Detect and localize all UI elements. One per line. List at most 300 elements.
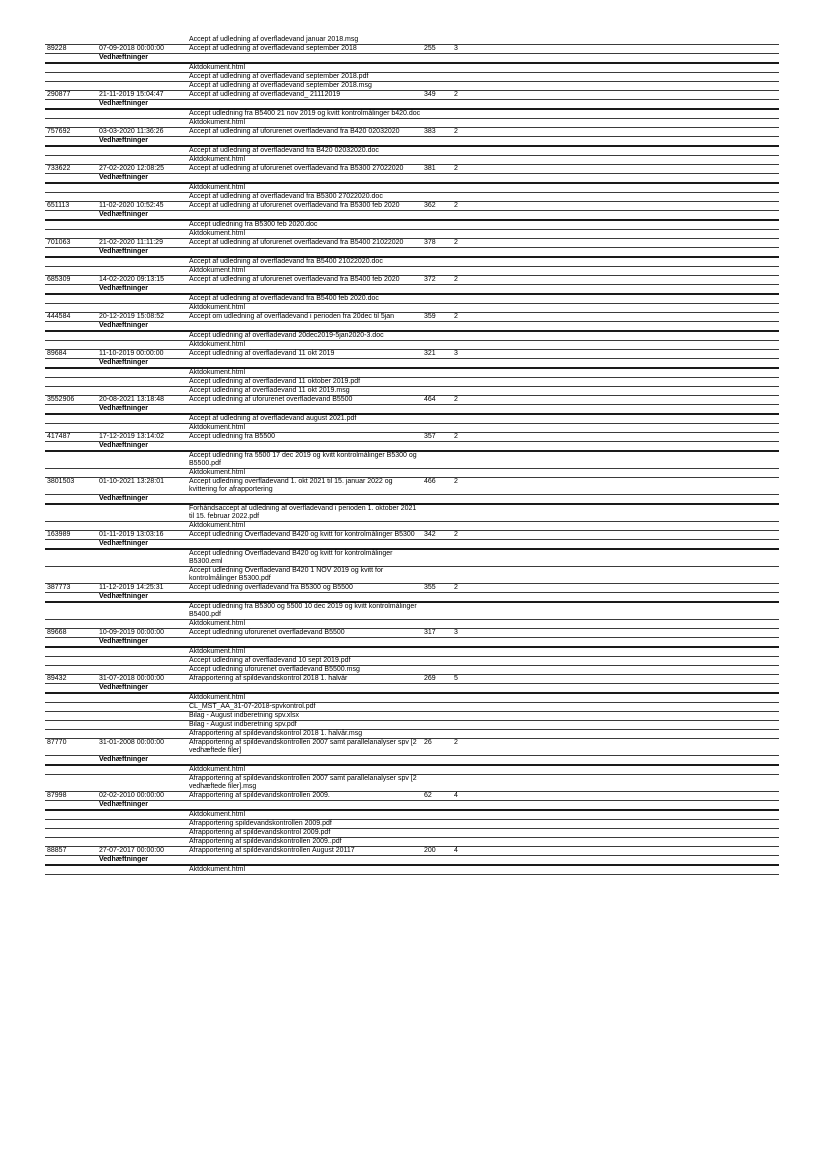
record-number: 255 [424, 45, 436, 52]
attachment-filename: Aktdokument.html [189, 522, 246, 529]
record-attachment-count: 2 [454, 202, 458, 209]
empty-cell [45, 285, 97, 293]
record-row [45, 629, 779, 638]
record-attachment-count: 4 [454, 847, 458, 854]
attachments-header-row [45, 756, 779, 766]
attachment-row [45, 36, 779, 45]
attachment-filename: Aktdokument.html [189, 469, 246, 476]
record-row [45, 739, 779, 756]
record-number: 355 [424, 584, 436, 591]
empty-cell [45, 322, 97, 330]
attachments-label: Vedhæftninger [99, 801, 149, 808]
attachments-header-row [45, 137, 779, 147]
record-row [45, 45, 779, 54]
attachment-filename: Afrapportering spildevandskontrollen 2009.pdf [189, 820, 332, 827]
empty-cell [97, 36, 187, 44]
record-id: 89228 [47, 45, 67, 52]
record-attachment-count: 2 [454, 128, 458, 135]
attachment-filename: Accept af udledning af overfladevand fra B5400 21022020.doc [189, 258, 383, 265]
empty-cell [97, 369, 187, 377]
attachment-filename: Aktdokument.html [189, 341, 246, 348]
empty-cell [97, 341, 187, 349]
record-title: Accept af udledning af overfladevand_ 21112019 [189, 91, 341, 98]
empty-cell [97, 258, 187, 266]
record-id: 87998 [47, 792, 67, 799]
record-number: 466 [424, 478, 436, 485]
empty-cell [45, 603, 97, 619]
empty-cell [45, 119, 97, 127]
record-id: 163989 [47, 531, 71, 538]
record-title: Accept af udledning af uforurenet overfladevand fra B5400 feb 2020 [189, 276, 400, 283]
attachment-row [45, 829, 779, 838]
attachment-row [45, 156, 779, 165]
attachments-label: Vedhæftninger [99, 442, 149, 449]
record-id: 89684 [47, 350, 67, 357]
record-number: 378 [424, 239, 436, 246]
attachment-filename: Afrapportering af spildevandskontrol 2009.pdf [189, 829, 331, 836]
empty-cell [45, 469, 97, 477]
attachment-filename: Aktdokument.html [189, 267, 246, 274]
record-row [45, 675, 779, 684]
attachments-header-row [45, 801, 779, 811]
attachments-label: Vedhæftninger [99, 495, 149, 502]
record-title: Accept udledning uforurenet overfladevand B5500 [189, 629, 345, 636]
empty-cell [45, 495, 97, 503]
record-row [45, 165, 779, 174]
record-number: 317 [424, 629, 436, 636]
empty-cell [97, 156, 187, 164]
empty-cell [45, 593, 97, 601]
attachment-row [45, 332, 779, 341]
record-row [45, 313, 779, 322]
record-title: Afrapportering af spildevandskontrollen August 20117 [189, 847, 355, 854]
empty-cell [97, 838, 187, 846]
attachment-row [45, 603, 779, 620]
record-date: 17-12-2019 13:14:02 [99, 433, 164, 440]
record-title: Accept om udledning af overfladevand i perioden fra 20dec til 5jan [189, 313, 395, 320]
empty-cell [45, 775, 97, 791]
attachment-row [45, 703, 779, 712]
empty-cell [45, 505, 97, 521]
empty-cell [97, 378, 187, 386]
empty-cell [97, 603, 187, 619]
attachment-filename: Aktdokument.html [189, 184, 246, 191]
empty-cell [45, 405, 97, 413]
attachments-header-row [45, 100, 779, 110]
attachment-row [45, 184, 779, 193]
record-attachment-count: 2 [454, 276, 458, 283]
record-id: 89668 [47, 629, 67, 636]
attachments-label: Vedhæftninger [99, 359, 149, 366]
record-attachment-count: 3 [454, 350, 458, 357]
attachment-filename: Aktdokument.html [189, 648, 246, 655]
empty-cell [45, 703, 97, 711]
record-title: Accept udledning af uforurenet overfladevand B5500 [189, 396, 353, 403]
attachments-header-row [45, 856, 779, 866]
attachments-label: Vedhæftninger [99, 137, 149, 144]
record-date: 27-07-2017 00:00:00 [99, 847, 164, 854]
attachment-filename: Accept udledning af overfladevand 10 sept 2019.pdf [189, 657, 351, 664]
attachment-filename: Aktdokument.html [189, 866, 246, 873]
empty-cell [97, 703, 187, 711]
attachment-row [45, 110, 779, 119]
attachment-row [45, 295, 779, 304]
empty-cell [45, 801, 97, 809]
empty-cell [97, 829, 187, 837]
empty-cell [97, 110, 187, 118]
record-number: 200 [424, 847, 436, 854]
record-date: 02-02-2010 00:00:00 [99, 792, 164, 799]
attachment-row [45, 712, 779, 721]
record-id: 757692 [47, 128, 71, 135]
empty-cell [97, 424, 187, 432]
record-date: 31-01-2008 00:00:00 [99, 739, 164, 746]
empty-cell [97, 230, 187, 238]
empty-cell [97, 184, 187, 192]
empty-cell [45, 378, 97, 386]
attachment-filename: Afrapportering af spildevandskontrollen 2009..pdf [189, 838, 342, 845]
empty-cell [97, 694, 187, 702]
empty-cell [45, 638, 97, 646]
attachments-header-row [45, 442, 779, 452]
record-id: 651113 [47, 202, 70, 209]
record-title: Accept af udledning af overfladevand september 2018 [189, 45, 357, 52]
empty-cell [45, 522, 97, 530]
record-date: 21-11-2019 15:04:47 [99, 91, 164, 98]
attachment-row [45, 721, 779, 730]
attachments-label: Vedhæftninger [99, 540, 149, 547]
attachment-row [45, 73, 779, 82]
empty-cell [45, 684, 97, 692]
empty-cell [45, 369, 97, 377]
attachments-label: Vedhæftninger [99, 856, 149, 863]
record-id: 387773 [47, 584, 71, 591]
empty-cell [45, 248, 97, 256]
empty-cell [97, 721, 187, 729]
attachments-header-row [45, 322, 779, 332]
attachments-label: Vedhæftninger [99, 248, 149, 255]
attachment-filename: CL_MST_AA_31-07-2018-spvkontrol.pdf [189, 703, 316, 710]
attachment-row [45, 378, 779, 387]
attachment-filename: Afrapportering af spildevandskontrollen 2007 samt parallelanalyser spv [2 vedhæftede filer].msg [189, 775, 417, 790]
empty-cell [45, 415, 97, 423]
empty-cell [45, 54, 97, 62]
empty-cell [45, 648, 97, 656]
attachment-row [45, 648, 779, 657]
record-title: Accept udledning overfladevand 1. okt 2021 til 15. januar 2022 og kvittering for afrapportering [189, 478, 393, 493]
record-attachment-count: 2 [454, 313, 458, 320]
record-title: Accept af udledning af uforurenet overfladevand fra B420 02032020 [189, 128, 400, 135]
attachment-filename: Accept udledning fra 5500 17 dec 2019 og kvitt kontrolmålinger B5300 og B5500.pdf [189, 452, 417, 467]
attachment-filename: Accept udledning uforurenet overfladevand B5500.msg [189, 666, 360, 673]
attachment-filename: Accept udledning af overfladevand 20dec2019-5jan2020-3.doc [189, 332, 384, 339]
record-number: 383 [424, 128, 436, 135]
attachment-filename: Accept af udledning af overfladevand august 2021.pdf [189, 415, 357, 422]
record-date: 01-10-2021 13:28:01 [99, 478, 164, 485]
document-table [45, 36, 779, 875]
record-date: 20-12-2019 15:08:52 [99, 313, 164, 320]
record-date: 07-09-2018 00:00:00 [99, 45, 164, 52]
empty-cell [45, 36, 97, 44]
attachment-filename: Aktdokument.html [189, 620, 246, 627]
attachment-row [45, 811, 779, 820]
empty-cell [97, 550, 187, 566]
empty-cell [45, 866, 97, 874]
empty-cell [97, 522, 187, 530]
record-attachment-count: 4 [454, 792, 458, 799]
record-date: 20-08-2021 13:18:48 [99, 396, 164, 403]
empty-cell [45, 295, 97, 303]
record-number: 269 [424, 675, 436, 682]
record-id: 88857 [47, 847, 67, 854]
attachments-header-row [45, 638, 779, 648]
attachments-label: Vedhæftninger [99, 211, 149, 218]
empty-cell [45, 442, 97, 450]
empty-cell [45, 147, 97, 155]
record-date: 11-10-2019 00:00:00 [99, 350, 164, 357]
empty-cell [97, 304, 187, 312]
empty-cell [97, 620, 187, 628]
record-date: 10-09-2019 00:00:00 [99, 629, 164, 636]
empty-cell [45, 694, 97, 702]
record-date: 01-11-2019 13:03:16 [99, 531, 164, 538]
empty-cell [45, 137, 97, 145]
empty-cell [45, 82, 97, 90]
record-row [45, 792, 779, 801]
attachment-row [45, 424, 779, 433]
attachment-filename: Accept af udledning af overfladevand fra B5300 27022020.doc [189, 193, 383, 200]
empty-cell [97, 193, 187, 201]
attachment-filename: Aktdokument.html [189, 64, 246, 71]
empty-cell [45, 657, 97, 665]
empty-cell [45, 666, 97, 674]
empty-cell [97, 657, 187, 665]
empty-cell [45, 341, 97, 349]
attachment-row [45, 666, 779, 675]
record-attachment-count: 2 [454, 91, 458, 98]
empty-cell [45, 221, 97, 229]
attachment-row [45, 820, 779, 829]
attachment-filename: Aktdokument.html [189, 119, 246, 126]
attachment-filename: Accept udledning Overfladevand B420 og kvitt for kontrolmålinger B5300.eml [189, 550, 393, 565]
empty-cell [97, 811, 187, 819]
empty-cell [45, 730, 97, 738]
record-date: 14-02-2020 09:13:15 [99, 276, 164, 283]
empty-cell [45, 184, 97, 192]
empty-cell [45, 756, 97, 764]
attachment-filename: Aktdokument.html [189, 230, 246, 237]
record-attachment-count: 3 [454, 45, 458, 52]
empty-cell [97, 415, 187, 423]
attachment-row [45, 505, 779, 522]
record-title: Accept af udledning af uforurenet overfladevand fra B5300 27022020 [189, 165, 404, 172]
empty-cell [97, 267, 187, 275]
attachment-filename: Bilag - August indberetning spv.pdf [189, 721, 297, 728]
record-title: Accept udledning Overfladevand B420 og kvitt for kontrolmålinger B5300 [189, 531, 415, 538]
attachment-row [45, 657, 779, 666]
attachment-row [45, 766, 779, 775]
record-number: 464 [424, 396, 436, 403]
record-date: 11-02-2020 10:52:45 [99, 202, 164, 209]
attachments-label: Vedhæftninger [99, 684, 149, 691]
record-date: 31-07-2018 00:00:00 [99, 675, 164, 682]
empty-cell [97, 452, 187, 468]
empty-cell [45, 359, 97, 367]
record-id: 290877 [47, 91, 71, 98]
record-row [45, 433, 779, 442]
empty-cell [45, 304, 97, 312]
attachment-row [45, 258, 779, 267]
attachment-filename: Accept af udledning af overfladevand september 2018.msg [189, 82, 372, 89]
attachments-label: Vedhæftninger [99, 638, 149, 645]
attachment-filename: Accept udledning fra B5400 21 nov 2019 og kvitt kontrolmålinger b420.doc [189, 110, 421, 117]
record-row [45, 128, 779, 137]
attachment-row [45, 82, 779, 91]
empty-cell [45, 230, 97, 238]
attachment-filename: Aktdokument.html [189, 369, 246, 376]
attachment-row [45, 119, 779, 128]
empty-cell [97, 332, 187, 340]
empty-cell [45, 174, 97, 182]
empty-cell [45, 258, 97, 266]
attachments-header-row [45, 540, 779, 550]
empty-cell [45, 811, 97, 819]
record-row [45, 478, 779, 495]
record-title: Accept af udledning af uforurenet overfladevand fra B5300 feb 2020 [189, 202, 400, 209]
record-attachment-count: 2 [454, 433, 458, 440]
record-number: 26 [424, 739, 432, 746]
record-date: 11-12-2019 14:25:31 [99, 584, 164, 591]
empty-cell [97, 712, 187, 720]
record-attachment-count: 2 [454, 739, 458, 746]
attachment-row [45, 267, 779, 276]
attachments-label: Vedhæftninger [99, 405, 149, 412]
record-attachment-count: 2 [454, 584, 458, 591]
record-id: 3552906 [47, 396, 75, 403]
attachment-filename: Aktdokument.html [189, 811, 246, 818]
empty-cell [45, 110, 97, 118]
empty-cell [45, 766, 97, 774]
record-row [45, 239, 779, 248]
empty-cell [45, 829, 97, 837]
record-title: Afrapportering af spildevandskontrollen 2007 samt parallelanalyser spv [2 vedhæftede filer] [189, 739, 417, 754]
empty-cell [97, 775, 187, 791]
attachment-row [45, 387, 779, 396]
attachment-filename: Aktdokument.html [189, 424, 246, 431]
record-row [45, 202, 779, 211]
attachments-header-row [45, 211, 779, 221]
empty-cell [45, 721, 97, 729]
empty-cell [45, 856, 97, 864]
empty-cell [45, 73, 97, 81]
empty-cell [45, 156, 97, 164]
empty-cell [97, 82, 187, 90]
record-date: 27-02-2020 12:08:25 [99, 165, 164, 172]
record-row [45, 350, 779, 359]
record-attachment-count: 2 [454, 396, 458, 403]
empty-cell [97, 730, 187, 738]
attachment-filename: Accept af udledning af overfladevand januar 2018.msg [189, 36, 359, 43]
attachment-filename: Aktdokument.html [189, 304, 246, 311]
attachments-label: Vedhæftninger [99, 100, 149, 107]
empty-cell [97, 505, 187, 521]
attachment-row [45, 469, 779, 478]
empty-cell [45, 712, 97, 720]
attachment-row [45, 694, 779, 703]
empty-cell [45, 211, 97, 219]
attachment-row [45, 550, 779, 567]
record-number: 359 [424, 313, 436, 320]
attachment-row [45, 620, 779, 629]
attachment-row [45, 452, 779, 469]
attachments-header-row [45, 495, 779, 505]
empty-cell [97, 73, 187, 81]
attachments-header-row [45, 359, 779, 369]
record-attachment-count: 5 [454, 675, 458, 682]
empty-cell [45, 838, 97, 846]
empty-cell [97, 469, 187, 477]
attachment-filename: Accept udledning fra B5300 feb 2020.doc [189, 221, 318, 228]
record-number: 372 [424, 276, 436, 283]
record-id: 3801503 [47, 478, 75, 485]
attachments-header-row [45, 684, 779, 694]
attachment-row [45, 838, 779, 847]
empty-cell [97, 387, 187, 395]
record-number: 321 [424, 350, 436, 357]
empty-cell [45, 100, 97, 108]
record-number: 362 [424, 202, 436, 209]
record-attachment-count: 2 [454, 165, 458, 172]
record-id: 87770 [47, 739, 67, 746]
record-attachment-count: 2 [454, 478, 458, 485]
record-title: Accept udledning af overfladevand 11 okt 2019 [189, 350, 335, 357]
empty-cell [97, 666, 187, 674]
empty-cell [45, 452, 97, 468]
record-number: 62 [424, 792, 432, 799]
attachments-label: Vedhæftninger [99, 593, 149, 600]
attachments-header-row [45, 174, 779, 184]
attachments-header-row [45, 405, 779, 415]
empty-cell [97, 119, 187, 127]
attachments-label: Vedhæftninger [99, 54, 149, 61]
record-date: 03-03-2020 11:36:26 [99, 128, 164, 135]
empty-cell [97, 648, 187, 656]
attachment-row [45, 866, 779, 875]
attachments-label: Vedhæftninger [99, 322, 149, 329]
record-number: 349 [424, 91, 436, 98]
attachment-filename: Afrapportering af spildevandskontrol 2018 1. halvår.msg [189, 730, 363, 737]
record-attachment-count: 3 [454, 629, 458, 636]
record-attachment-count: 2 [454, 531, 458, 538]
attachment-row [45, 304, 779, 313]
attachment-row [45, 341, 779, 350]
empty-cell [97, 567, 187, 583]
attachments-header-row [45, 285, 779, 295]
record-number: 357 [424, 433, 436, 440]
empty-cell [97, 64, 187, 72]
record-row [45, 396, 779, 405]
empty-cell [97, 820, 187, 828]
empty-cell [97, 866, 187, 874]
empty-cell [97, 147, 187, 155]
record-id: 685309 [47, 276, 71, 283]
empty-cell [45, 540, 97, 548]
attachment-row [45, 369, 779, 378]
record-row [45, 531, 779, 540]
attachment-filename: Aktdokument.html [189, 694, 246, 701]
attachment-filename: Aktdokument.html [189, 156, 246, 163]
record-row [45, 847, 779, 856]
